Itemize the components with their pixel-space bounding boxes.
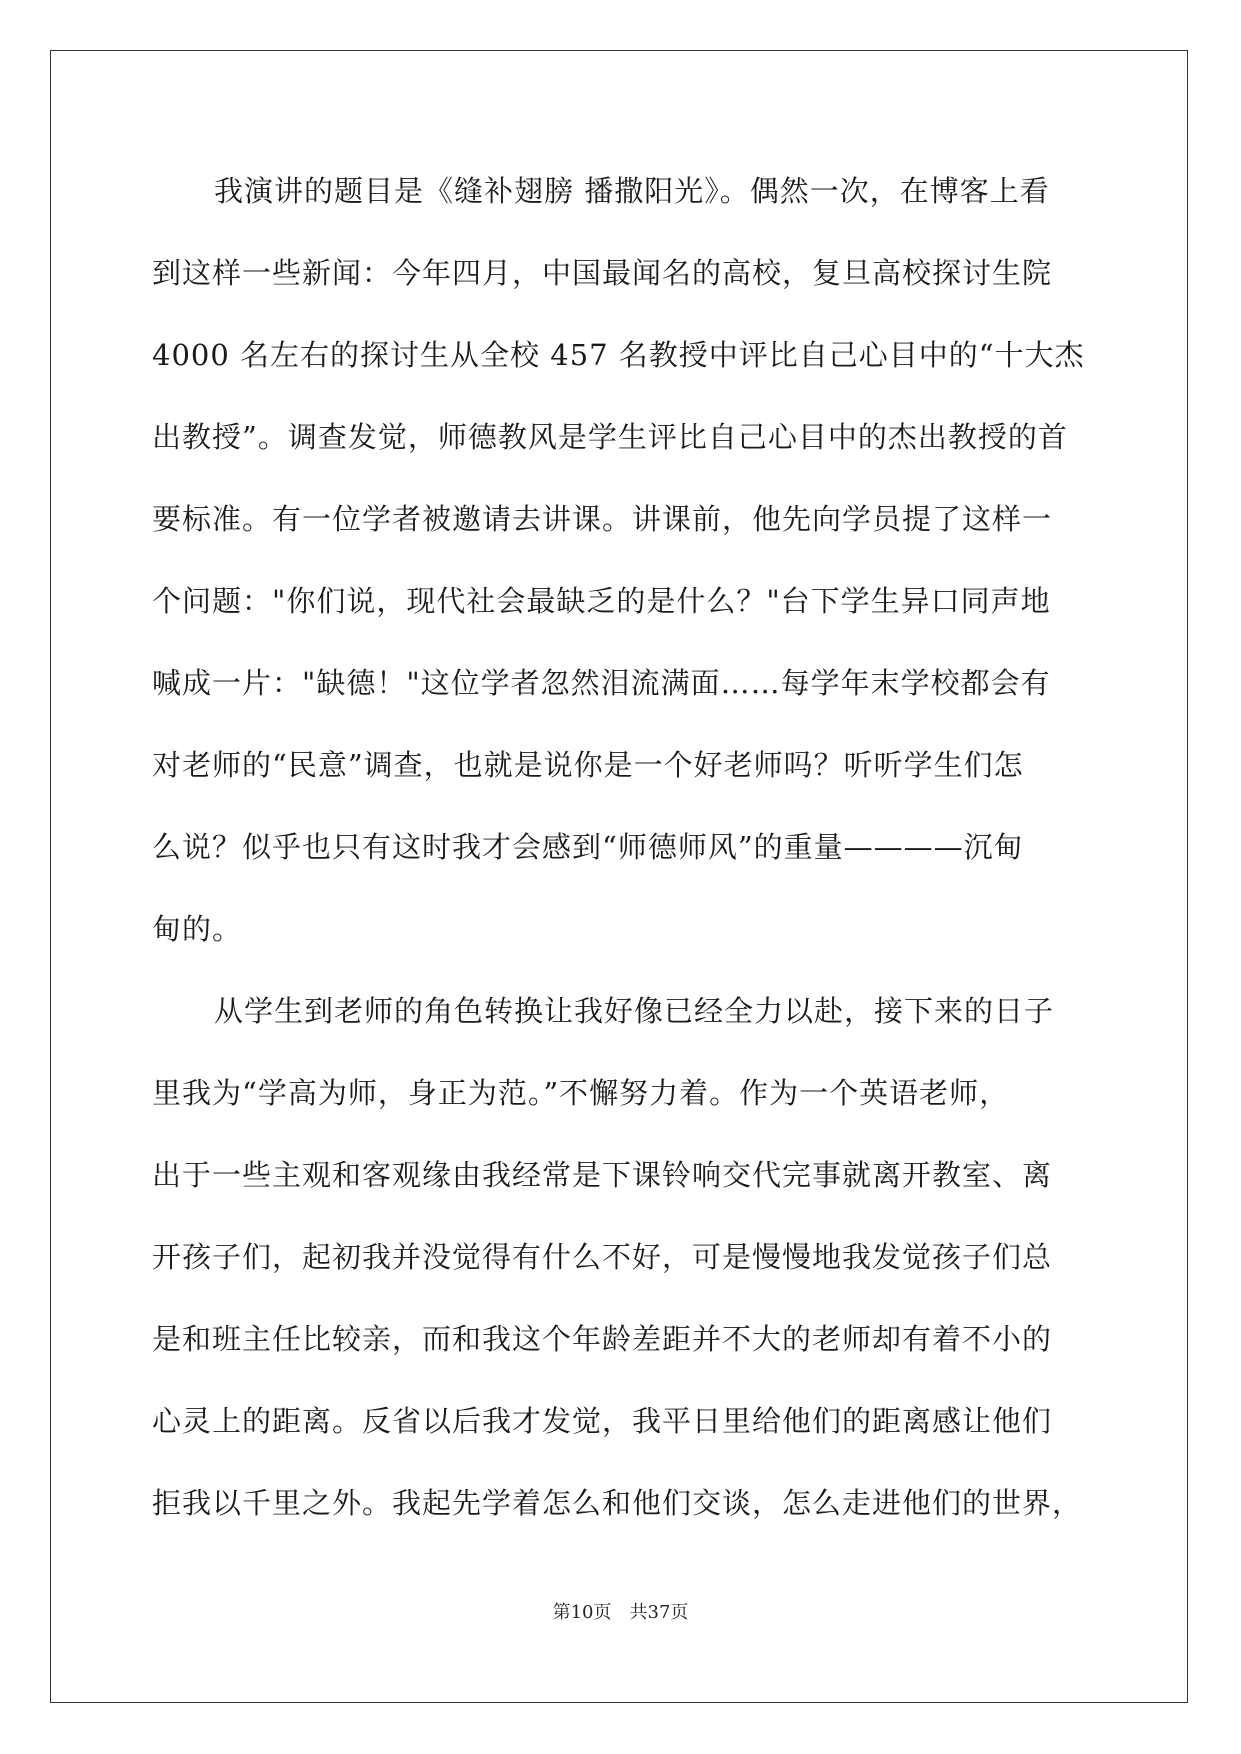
text-line: 甸的。 — [152, 912, 243, 946]
paragraph-1 — [152, 160, 1087, 980]
text-line: 心灵上的距离。反省以后我才发觉，我平日里给他们的距离感让他们 — [152, 1404, 1053, 1438]
text-line: 出教授”。调查发觉，师德教风是学生评比自己心目中的杰出教授的首 — [152, 420, 1068, 454]
page-total: 共37页 — [629, 1602, 689, 1623]
paragraph-2 — [152, 980, 1087, 1554]
text-line: 从学生到老师的角色转换让我好像已经全力以赴，接下来的日子 — [214, 994, 1055, 1028]
text-line: 是和班主任比较亲，而和我这个年龄差距并不大的老师却有着不小的 — [152, 1322, 1053, 1356]
text-line: 到这样一些新闻：今年四月，中国最闻名的高校，复旦高校探讨生院 — [152, 256, 1053, 290]
document-body — [152, 160, 1087, 1554]
text-line: 拒我以千里之外。我起先学着怎么和他们交谈，怎么走进他们的世界， — [152, 1486, 1083, 1520]
text-line: 要标准。有一位学者被邀请去讲课。讲课前，他先向学员提了这样一 — [152, 502, 1053, 536]
text-line: 个问题："你们说，现代社会最缺乏的是什么？"台下学生异口同声地 — [152, 584, 1051, 618]
text-line: 我演讲的题目是《缝补翅膀 播撒阳光》。偶然一次，在博客上看 — [214, 174, 1050, 208]
page-number: 第10页 — [552, 1602, 612, 1623]
text-line: 么说？似乎也只有这时我才会感到“师德师风”的重量————沉甸 — [152, 830, 1024, 864]
page-footer — [0, 1598, 1241, 1624]
text-line: 里我为“学高为师，身正为范。”不懈努力着。作为一个英语老师， — [152, 1076, 1010, 1110]
text-line: 出于一些主观和客观缘由我经常是下课铃响交代完事就离开教室、离 — [152, 1158, 1053, 1192]
text-line: 喊成一片："缺德！"这位学者忽然泪流满面……每学年末学校都会有 — [152, 666, 1051, 700]
text-line: 对老师的“民意”调查，也就是说你是一个好老师吗？听听学生们怎 — [152, 748, 1024, 782]
text-line: 4000 名左右的探讨生从全校 457 名教授中评比自己心目中的“十大杰 — [152, 338, 1085, 372]
text-line: 开孩子们，起初我并没觉得有什么不好，可是慢慢地我发觉孩子们总 — [152, 1240, 1053, 1274]
